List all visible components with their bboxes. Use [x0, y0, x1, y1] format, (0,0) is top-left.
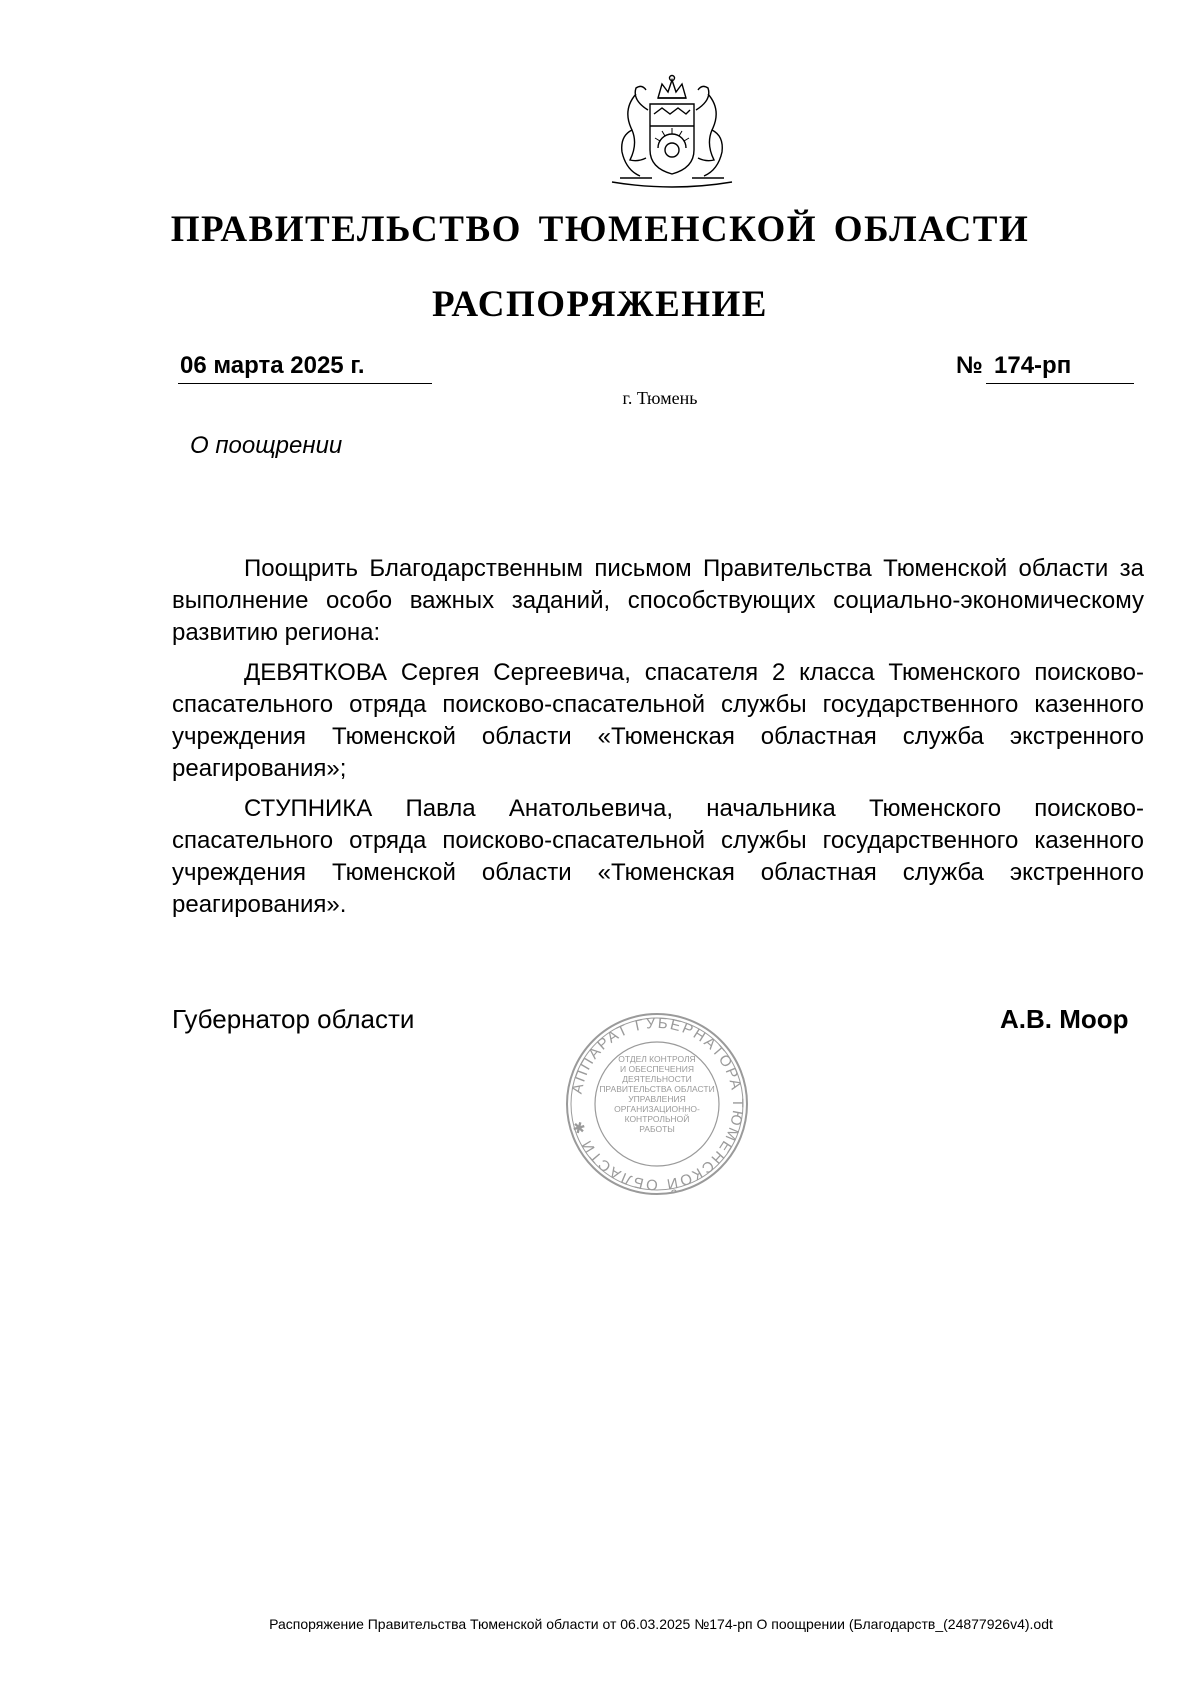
- svg-text:ОРГАНИЗАЦИОННО-: ОРГАНИЗАЦИОННО-: [614, 1104, 700, 1114]
- document-type-heading: РАСПОРЯЖЕНИЕ: [431, 284, 768, 325]
- svg-text:АППАРАТ ГУБЕРНАТОРА ТЮМЕНСКОЙ: АППАРАТ ГУБЕРНАТОРА ТЮМЕНСКОЙ ОБЛАСТИ ✱: [568, 1014, 747, 1194]
- svg-text:ДЕЯТЕЛЬНОСТИ: ДЕЯТЕЛЬНОСТИ: [622, 1074, 692, 1084]
- document-body: [172, 553, 1144, 929]
- body-paragraph: ДЕВЯТКОВА Сергея Сергеевича, спасателя 2 класса Тюменского поисково-спасательного отряда поисково-спасательной службы государственного казенного учреждения Тюменской области «Тюменская областная служба экстренного реагирования»;: [172, 659, 1144, 782]
- body-paragraph: Поощрить Благодарственным письмом Правительства Тюменской области за выполнение особо важных заданий, способствующих социально-экономическому развитию региона:: [172, 555, 1144, 646]
- issue-city: г. Тюмень: [622, 388, 698, 408]
- document-number: 174-рп: [986, 352, 1134, 384]
- official-stamp: [563, 1010, 751, 1198]
- svg-text:РАБОТЫ: РАБОТЫ: [639, 1124, 675, 1134]
- document-subject: О поощрении: [190, 432, 343, 459]
- document-footer: Распоряжение Правительства Тюменской области от 06.03.2025 №174-рп О поощрении (Благодарств_(24877926v4).odt: [269, 1616, 1053, 1632]
- svg-text:ОТДЕЛ КОНТРОЛЯ: ОТДЕЛ КОНТРОЛЯ: [618, 1054, 696, 1064]
- svg-text:КОНТРОЛЬНОЙ: КОНТРОЛЬНОЙ: [624, 1114, 690, 1124]
- signatory-name: А.В. Моор: [1000, 1004, 1129, 1034]
- coat-of-arms-icon: [592, 70, 752, 190]
- organization-title: ПРАВИТЕЛЬСТВО ТЮМЕНСКОЙ ОБЛАСТИ: [170, 209, 1030, 250]
- svg-text:ПРАВИТЕЛЬСТВА ОБЛАСТИ: ПРАВИТЕЛЬСТВА ОБЛАСТИ: [599, 1084, 715, 1094]
- document-date: 06 марта 2025 г.: [178, 352, 432, 384]
- signatory-role: Губернатор области: [172, 1004, 415, 1034]
- body-paragraph: СТУПНИКА Павла Анатольевича, начальника Тюменского поисково-спасательного отряда поисково-спасательной службы государственного казенного учреждения Тюменской области «Тюменская областная служба экстренного реагирования».: [172, 795, 1144, 918]
- svg-text:УПРАВЛЕНИЯ: УПРАВЛЕНИЯ: [628, 1094, 686, 1104]
- number-sign: №: [956, 352, 983, 379]
- svg-text:И ОБЕСПЕЧЕНИЯ: И ОБЕСПЕЧЕНИЯ: [620, 1064, 694, 1074]
